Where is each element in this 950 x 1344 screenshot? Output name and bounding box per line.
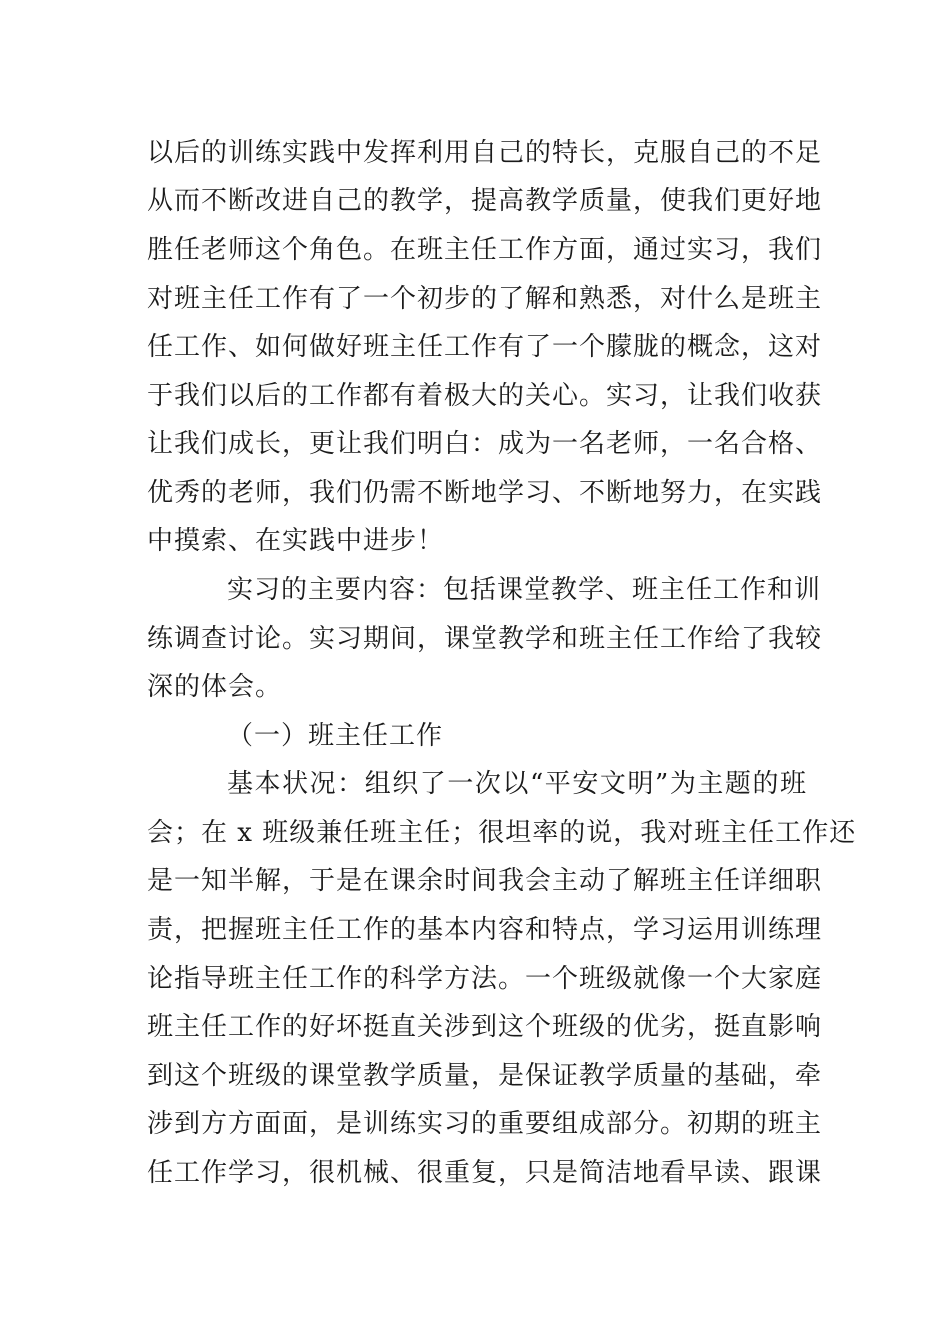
text-line: 练调查讨论。实习期间，课堂教学和班主任工作给了我较 [147, 624, 823, 654]
text-line: 对班主任工作有了一个初步的了解和熟悉，对什么是班主 [147, 284, 823, 314]
text-line: 于我们以后的工作都有着极大的关心。实习，让我们收获 [147, 381, 823, 411]
paragraph-first-line: 实习的主要内容：包括课堂教学、班主任工作和训 [227, 575, 822, 605]
text-line: 是一知半解，于是在课余时间我会主动了解班主任详细职 [147, 866, 823, 896]
text-line: 优秀的老师，我们仍需不断地学习、不断地努力，在实践 [147, 478, 823, 508]
paragraph-first-line: 基本状况：组织了一次以“平安文明”为主题的班 [227, 769, 807, 799]
text-line: 到这个班级的课堂教学质量，是保证教学质量的基础，牵 [147, 1061, 823, 1091]
text-line: 从而不断改进自己的教学，提高教学质量，使我们更好地 [147, 186, 823, 216]
text-line: 深的体会。 [147, 672, 283, 702]
section-heading: （一）班主任工作 [227, 721, 444, 751]
text-line: 让我们成长，更让我们明白：成为一名老师，一名合格、 [147, 429, 823, 459]
text-line: 任工作学习，很机械、很重复，只是简洁地看早读、跟课 [147, 1158, 823, 1188]
text-line: 涉到方方面面，是训练实习的重要组成部分。初期的班主 [147, 1109, 823, 1139]
text-line: 责，把握班主任工作的基本内容和特点，学习运用训练理 [147, 915, 823, 945]
text-line: 任工作、如何做好班主任工作有了一个朦胧的概念，这对 [147, 332, 823, 362]
text-line: 胜任老师这个角色。在班主任工作方面，通过实习，我们 [147, 235, 823, 265]
text-line: 中摸索、在实践中进步！ [147, 526, 445, 556]
text-line: 班主任工作的好坏挺直关涉到这个班级的优劣，挺直影响 [147, 1012, 823, 1042]
text-line: 论指导班主任工作的科学方法。一个班级就像一个大家庭 [147, 964, 823, 994]
text-line: 会；在 x 班级兼任班主任；很坦率的说，我对班主任工作还 [147, 818, 857, 848]
text-line: 以后的训练实践中发挥利用自己的特长，克服自己的不足 [147, 138, 823, 168]
